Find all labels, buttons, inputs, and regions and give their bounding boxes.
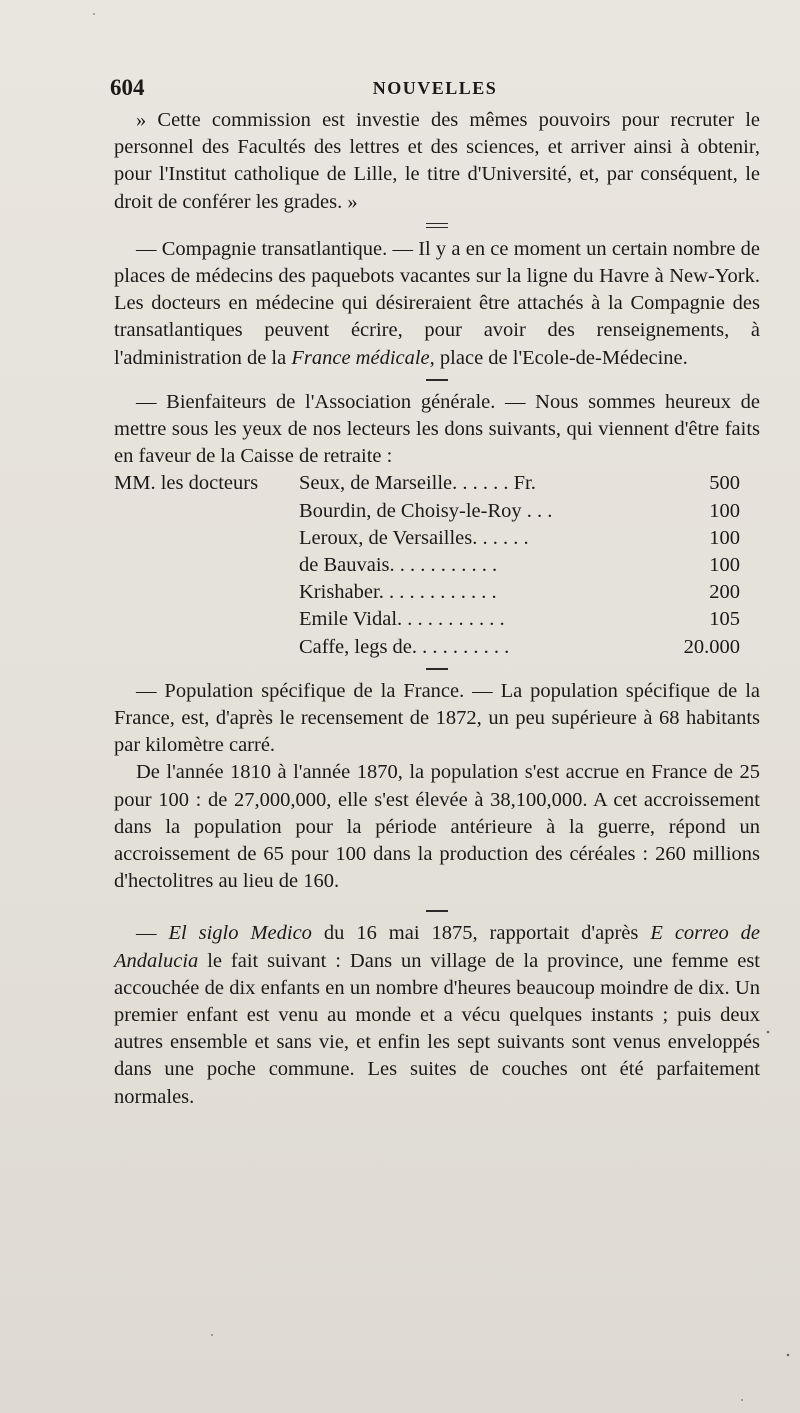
paragraph-bienfaiteurs: — Bienfaiteurs de l'Association générale. — Nous sommes heureux de mettre sous les yeux de nos lecteurs les dons suivants, qui viennent d'être faits en faveur de la Caisse de retraite : (114, 390, 760, 468)
donor-row (114, 470, 760, 497)
journal-title: France médicale (291, 346, 430, 369)
donor-name: Caffe, legs de. . . . . . . . . . (299, 635, 510, 658)
donor-amount: 100 (709, 554, 740, 576)
text-after: le fait suivant : Dans un village de la province, une femme est accouchée de dix enfants en un nombre d'heures beaucoup moindre de dix. Un premier enfant est venu au monde et a vécu quelques instants ; puis deux autres ensemble et sans vie, et enfin les sept suivants sont venus enveloppés dans une poche commune. Les suites de couches ont été parfaitement normales. (114, 949, 760, 1108)
section-divider (426, 910, 448, 912)
section-divider (426, 223, 448, 228)
text-mid: du 16 mai 1875, rapportait d'après (311, 922, 651, 945)
section-divider (426, 379, 448, 381)
journal-title: El siglo Medico (168, 922, 312, 945)
donor-name: Emile Vidal. . . . . . . . . . . (299, 608, 505, 631)
section-divider (426, 668, 448, 670)
journal-title: E correo de Andalucia (114, 922, 761, 972)
donor-amount: 200 (709, 581, 740, 604)
donor-amount: 100 (709, 499, 740, 522)
donor-prefix: MM. les docteurs (114, 472, 259, 495)
donor-row (114, 579, 760, 606)
page-header (110, 75, 760, 109)
donor-amount: 20.000 (683, 635, 740, 658)
donor-row (114, 498, 760, 525)
donor-row (114, 634, 760, 661)
text-after: , place de l'Ecole-de-Médecine. (429, 346, 688, 369)
paragraph-transatlantique (114, 236, 760, 372)
page-number: 604 (110, 75, 145, 100)
donor-amount: 100 (709, 526, 740, 549)
text-before: — Compagnie transatlantique. — Il y a en ce moment un certain nombre de places de médecins des paquebots vacantes sur la ligne du Havre à New-York. Les docteurs en médecine qui désireraient être attachés à la Compagnie des transatlantiques peuvent écrire, pour avoir des renseignements, à l'administration de la (114, 237, 760, 369)
donor-amount: 105 (709, 608, 740, 631)
donor-name: Krishaber. . . . . . . . . . . . (299, 581, 497, 604)
paragraph-population-growth: De l'année 1810 à l'année 1870, la population s'est accrue en France de 25 pour 100 : de 27,000,000, elle s'est élevée à 38,100,000. A cet accroissement dans la population pour la période antérieure à la guerre, répond un accroissement de 65 pour 100 dans la production des céréales : 260 millions d'hectolitres au lieu de 160. (114, 761, 760, 893)
page-body (114, 107, 760, 1111)
donor-list (114, 470, 760, 660)
paragraph-siglo-medico (114, 920, 760, 1110)
paragraph-commission: » Cette commission est investie des mêmes pouvoirs pour recruter le personnel des Facultés des lettres et des sciences, et arriver ainsi à obtenir, pour l'Institut catholique de Lille, le titre d'Université, et, par conséquent, le droit de conférer les grades. » (114, 109, 760, 213)
donor-name: Seux, de Marseille. . . . . . Fr. (299, 472, 536, 495)
donor-name: Leroux, de Versailles. . . . . . (299, 526, 529, 549)
donor-row (114, 552, 760, 579)
donor-row (114, 606, 760, 633)
donor-name: de Bauvais. . . . . . . . . . . (299, 554, 498, 576)
paragraph-population: — Population spécifique de la France. — La population spécifique de la France, est, d'après le recensement de 1872, un peu supérieure à 68 habitants par kilomètre carré. (114, 679, 760, 757)
running-title: NOUVELLES (372, 78, 498, 98)
donor-name: Bourdin, de Choisy-le-Roy . . . (299, 499, 553, 522)
donor-amount: 500 (709, 472, 740, 495)
donor-row (114, 525, 760, 552)
text-dash: — (136, 922, 169, 945)
